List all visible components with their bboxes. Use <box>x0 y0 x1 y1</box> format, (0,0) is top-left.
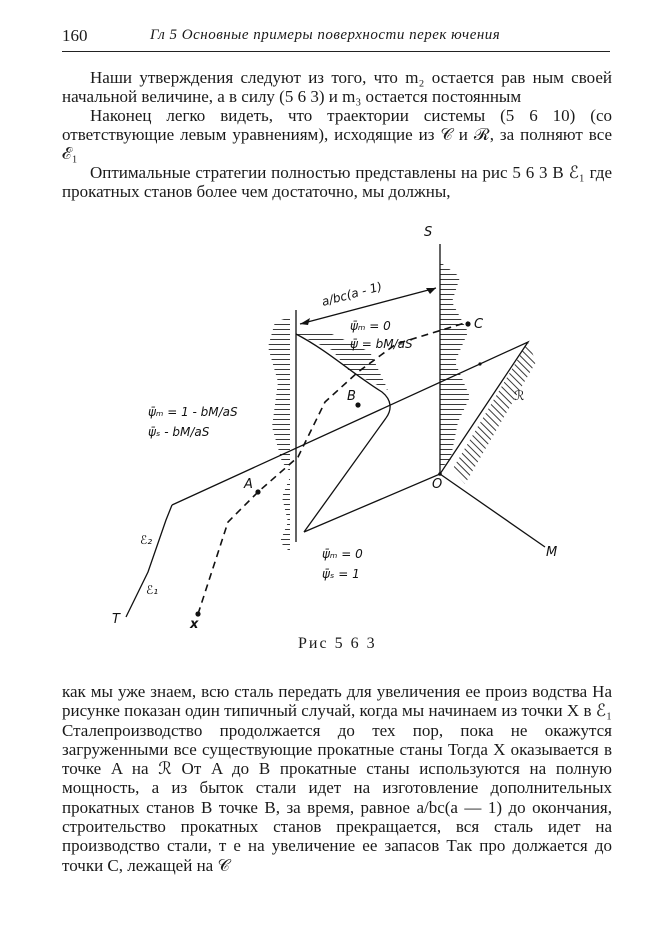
point-mark <box>478 362 481 365</box>
dimension-arrow-left <box>300 318 310 325</box>
point-O <box>438 472 442 476</box>
point-A <box>255 489 260 494</box>
page-number: 160 <box>62 26 88 45</box>
hatch-left-upper <box>268 317 290 472</box>
label-E2: ℰ₂ <box>140 533 153 547</box>
page-header <box>62 26 610 50</box>
bottom-text-block <box>62 682 612 875</box>
label-top-distance: a/bc(a - 1) <box>320 279 384 309</box>
figure-caption: Рис 5 6 3 <box>298 635 377 652</box>
paragraph: как мы уже знаем, всю сталь передать для увеличения ее произ водства На рисунке показан один типичный случай, когда мы начинаем из точки X в ℰ₁ Сталепроизводство продолжается до тех пор, пока не окажутся загруженными все существующие прокатные станы Тогда X оказывается в точке A на ℛ От A до B прокатные станы используются на полную мощность, а из быток стали идет на изготовление дополнительных прокатных станов В точке B, за время, равное a/bc(a — 1) до окончания, строительство прокатных станов прекращается, вся сталь идет на производство стали, т е на увеличение ее запасов Так про должается до точки C, лежащей на 𝒞 <box>62 682 612 875</box>
label-E1: ℰ₁ <box>146 583 159 597</box>
diagram <box>100 222 580 662</box>
header-rule <box>62 51 610 52</box>
running-head: Гл 5 Основные примеры поверхности перек ючения <box>150 27 501 43</box>
point-B <box>355 402 360 407</box>
paragraph: Наши утверждения следуют из того, что m₂ остается рав ным своей начальной величине, а в силу (5 6 3) и m₃ остается постоянным <box>62 68 612 106</box>
paragraph: Оптимальные стратегии полностью представлены на рис 5 6 3 В ℰ₁ где прокатных станов более чем достаточно, мы должны, <box>62 163 612 201</box>
plane-left-edge <box>126 505 172 617</box>
M-axis <box>440 474 545 547</box>
label-psi-m-top: ψ̄ₘ = 0 <box>350 319 391 333</box>
label-B: B <box>347 389 356 404</box>
label-psi-m-bottom: ψ̄ₘ = 0 <box>322 547 363 561</box>
label-psi-top: ψ̄ = bM/aS <box>350 337 413 351</box>
label-M: M <box>546 545 558 560</box>
label-psi-s-left: ψ̄ₛ - bM/aS <box>148 425 210 439</box>
paragraph: Наконец легко видеть, что траектории системы (5 6 10) (со ответствующие левым уравнениям), исходящие из 𝒞 и ℛ, за полняют все ℰ₁ <box>62 106 612 163</box>
label-S: S <box>424 225 433 240</box>
point-X <box>195 611 200 616</box>
label-psi-s-bottom: ψ̄ₛ = 1 <box>322 567 360 581</box>
point-C <box>465 321 470 326</box>
top-text-block <box>62 68 612 201</box>
label-psi-m-left: ψ̄ₘ = 1 - bM/aS <box>148 405 238 419</box>
label-X: x <box>190 617 199 632</box>
hatch-left-lower <box>280 477 290 552</box>
dimension-arrow-right <box>426 288 436 294</box>
label-O: O <box>432 477 443 492</box>
label-T: T <box>112 612 120 627</box>
label-C: C <box>474 317 484 332</box>
label-A: A <box>244 477 253 492</box>
label-R: ℛ <box>514 389 525 404</box>
hatch-R-edge <box>452 342 536 484</box>
figure-5-6-3 <box>100 222 580 662</box>
